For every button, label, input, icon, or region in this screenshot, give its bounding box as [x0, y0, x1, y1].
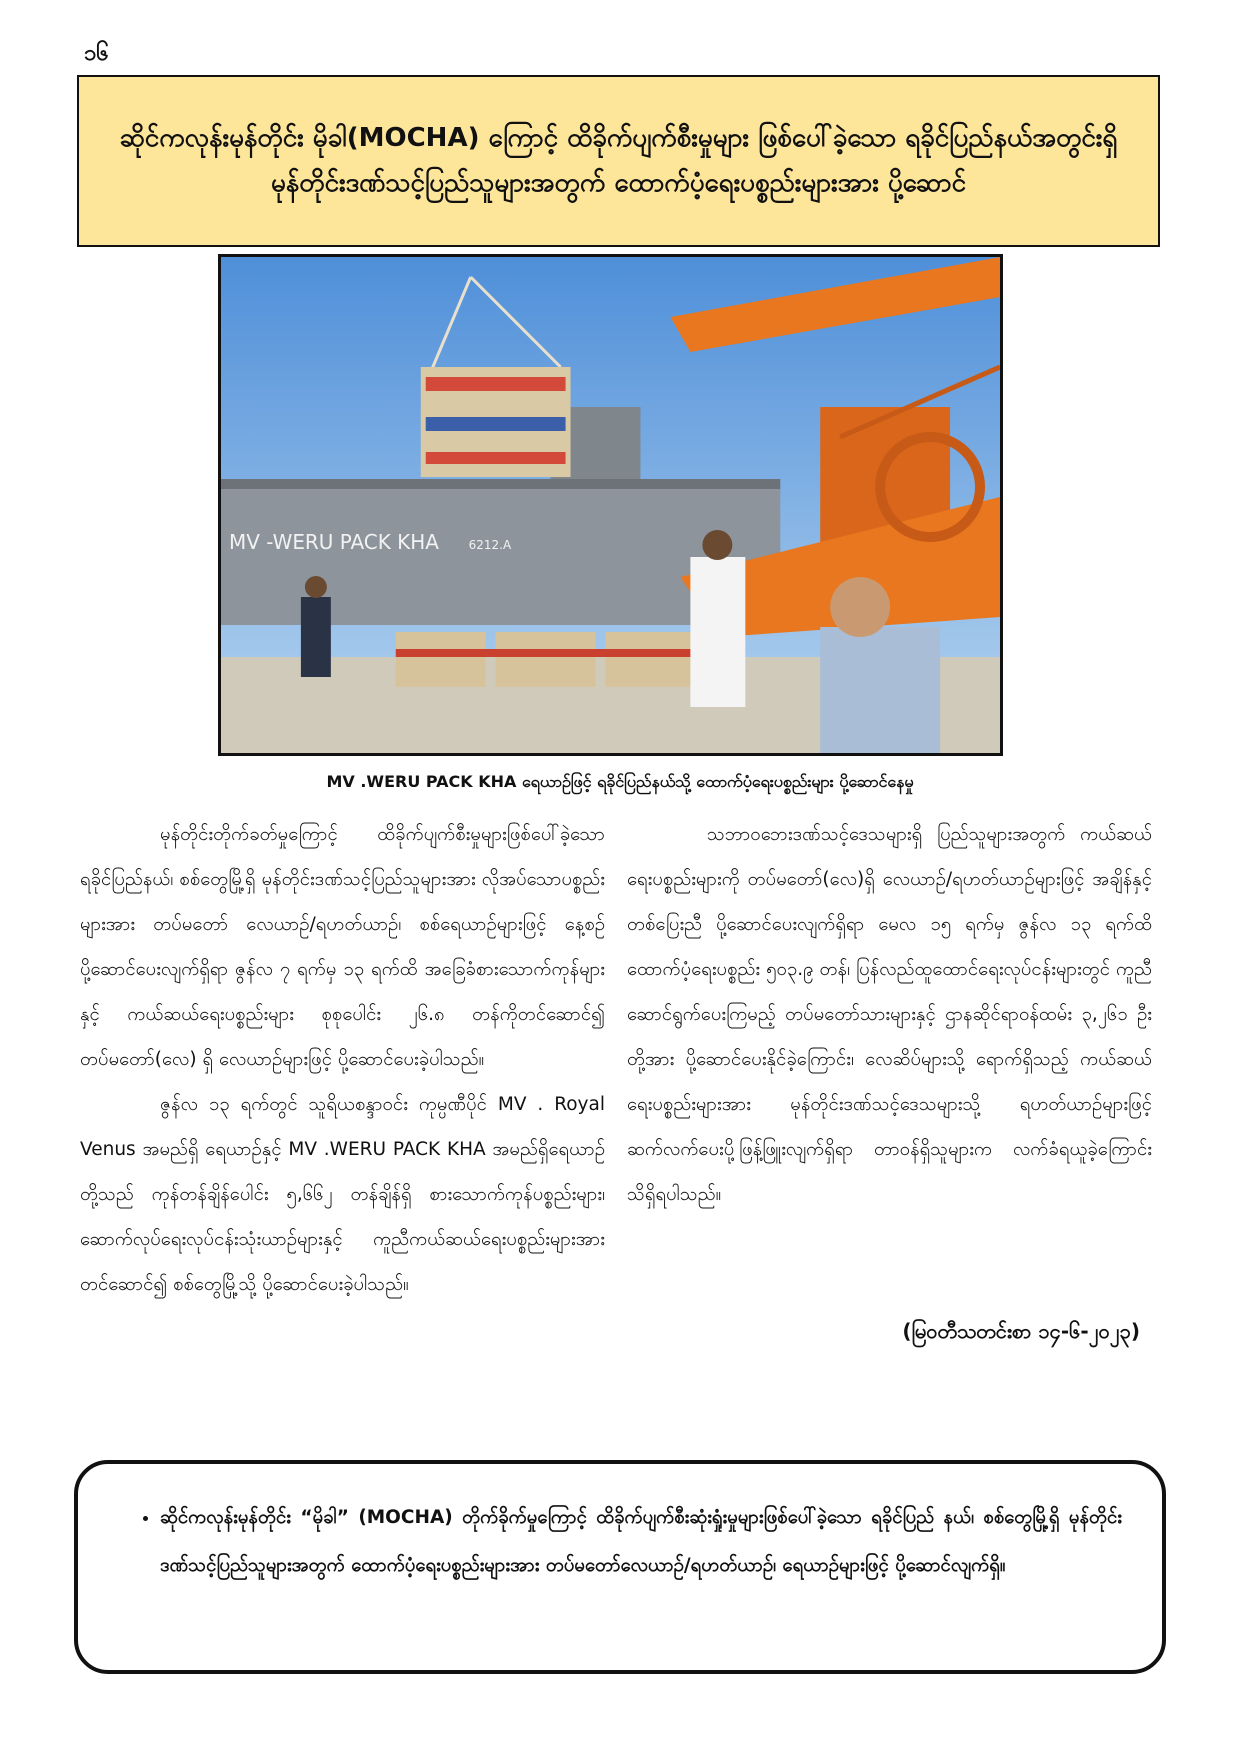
summary-bullet: • ဆိုင်ကလုန်းမုန်တိုင်း “မိုခါ” (MOCHA) တိုက်ခိုက်မှုကြောင့် ထိခိုက်ပျက်စီးဆုံးရှုံးမှုများဖြစ်ပေါ်ခဲ့သော ရခိုင်ပြည် နယ်၊ စစ်တွေမြို့ရှိ မုန်တိုင်းဒဏ်သင့်ပြည်သူများအတွက် ထောက်ပံ့ရေးပစ္စည်းများအား တပ်မတော်လေယာဉ်/ရဟတ်ယာဉ်၊ ရေယာဉ်များဖြင့် ပို့ဆောင်လျက်ရှိ။	[160, 1494, 1122, 1590]
ship-name-text: MV -WERU PACK KHA	[228, 529, 439, 555]
cargo-label-band	[426, 377, 566, 391]
person-figure	[820, 627, 940, 753]
photo-illustration	[221, 257, 1000, 753]
cargo-label-band	[426, 417, 566, 431]
page-title: ဆိုင်ကလုန်းမုန်တိုင်း မိုခါ(MOCHA) ကြောင့် ထိခိုက်ပျက်စီးမှုများ ဖြစ်ပေါ်ခဲ့သော ရခိုင်ပြည်နယ်အတွင်းရှိ မုန်တိုင်းဒဏ်သင့်ပြည်သူများအတွက် ထောက်ပံ့ရေးပစ္စည်းများအား ပို့ဆောင်	[119, 122, 1118, 198]
ship-deck-rail	[221, 479, 780, 489]
photo-caption: MV .WERU PACK KHA ရေယာဉ်ဖြင့် ရခိုင်ပြည်နယ်သို့ ထောက်ပံ့ရေးပစ္စည်းများ ပို့ဆောင်နေမှု	[326, 772, 914, 791]
news-photo	[218, 254, 1003, 756]
cargo-stack	[496, 632, 596, 687]
article-paragraph: မုန်တိုင်းတိုက်ခတ်မှုကြောင့် ထိခိုက်ပျက်စီးမှုများဖြစ်ပေါ်ခဲ့သော ရခိုင်ပြည်နယ်၊ စစ်တွေမြို့ရှိ မုန်တိုင်းဒဏ်သင့်ပြည်သူများအား လိုအပ်သောပစ္စည်းများအား တပ်မတော် လေယာဉ်/ရဟတ်ယာဉ်၊ စစ်ရေယာဉ်များဖြင့် နေ့စဉ်ပို့ဆောင်ပေးလျက်ရှိရာ ဇွန်လ ၇ ရက်မှ ၁၃ ရက်ထိ အခြေခံစားသောက်ကုန်များနှင့် ကယ်ဆယ်ရေးပစ္စည်းများ စုစုပေါင်း ၂၆.၈ တန်ကိုတင်ဆောင်၍ တပ်မတော်(လေ) ရှိ လေယာဉ်များဖြင့် ပို့ဆောင်ပေးခဲ့ပါသည်။	[80, 824, 605, 1070]
cargo-stack	[606, 632, 696, 687]
article-paragraph: ဇွန်လ ၁၃ ရက်တွင် သူရိယစန္ဒာဝင်း ကုမ္ပဏီပိုင် MV . Royal Venus အမည်ရှိ ရေယာဉ်နှင့် MV .WERU PACK KHA အမည်ရှိရေယာဉ်တို့သည် ကုန်တန်ချိန်ပေါင်း ၅,၆၆၂ တန်ချိန်ရှိ စားသောက်ကုန်ပစ္စည်းများ၊ ဆောက်လုပ်ရေးလုပ်ငန်းသုံးယာဉ်များနှင့် ကူညီကယ်ဆယ်ရေးပစ္စည်းများအား တင်ဆောင်၍ စစ်တွေမြို့သို့ ပို့ဆောင်ပေးခဲ့ပါသည်။	[80, 1094, 605, 1295]
article-paragraph: သဘာဝဘေးဒဏ်သင့်ဒေသများရှိ ပြည်သူများအတွက် ကယ်ဆယ်ရေးပစ္စည်းများကို တပ်မတော်(လေ)ရှိ လေယာဉ်/ရဟတ်ယာဉ်များဖြင့် အချိန်နှင့်တစ်ပြေးညီ ပို့ဆောင်ပေးလျက်ရှိရာ မေလ ၁၅ ရက်မှ ဇွန်လ ၁၃ ရက်ထိ ထောက်ပံ့ရေးပစ္စည်း ၅၀၃.၉ တန်၊ ပြန်လည်ထူထောင်ရေးလုပ်ငန်းများတွင် ကူညီဆောင်ရွက်ပေးကြမည့် တပ်မတော်သားများနှင့် ဌာနဆိုင်ရာဝန်ထမ်း ၃,၂၆၁ ဦးတို့အား ပို့ဆောင်ပေးနိုင်ခဲ့ကြောင်း၊ လေဆိပ်များသို့ ရောက်ရှိသည့် ကယ်ဆယ်ရေးပစ္စည်းများအား မုန်တိုင်းဒဏ်သင့်ဒေသများသို့ ရဟတ်ယာဉ်များဖြင့် ဆက်လက်ပေးပို့ဖြန့်ဖြူးလျက်ရှိရာ တာဝန်ရှိသူများက လက်ခံရယူခဲ့ကြောင်း သိရှိရပါသည်။	[627, 824, 1152, 1205]
person-figure	[702, 530, 732, 560]
headline-box	[77, 75, 1160, 247]
cargo-label-band	[426, 452, 566, 464]
ship-number-text: 6212.A	[468, 537, 512, 553]
article-column-right	[627, 812, 1152, 1217]
source-credit: (မြဝတီသတင်းစာ ၁၄-၆-၂၀၂၃)	[902, 1319, 1140, 1343]
cargo-stack	[396, 632, 486, 687]
cargo-stack-band	[396, 649, 696, 657]
person-figure	[305, 576, 327, 598]
page-number: ၁၆	[84, 41, 109, 66]
person-figure	[830, 577, 890, 637]
person-figure	[690, 557, 745, 707]
person-figure	[301, 597, 331, 677]
article-column-left	[80, 812, 605, 1307]
summary-box	[74, 1460, 1166, 1674]
